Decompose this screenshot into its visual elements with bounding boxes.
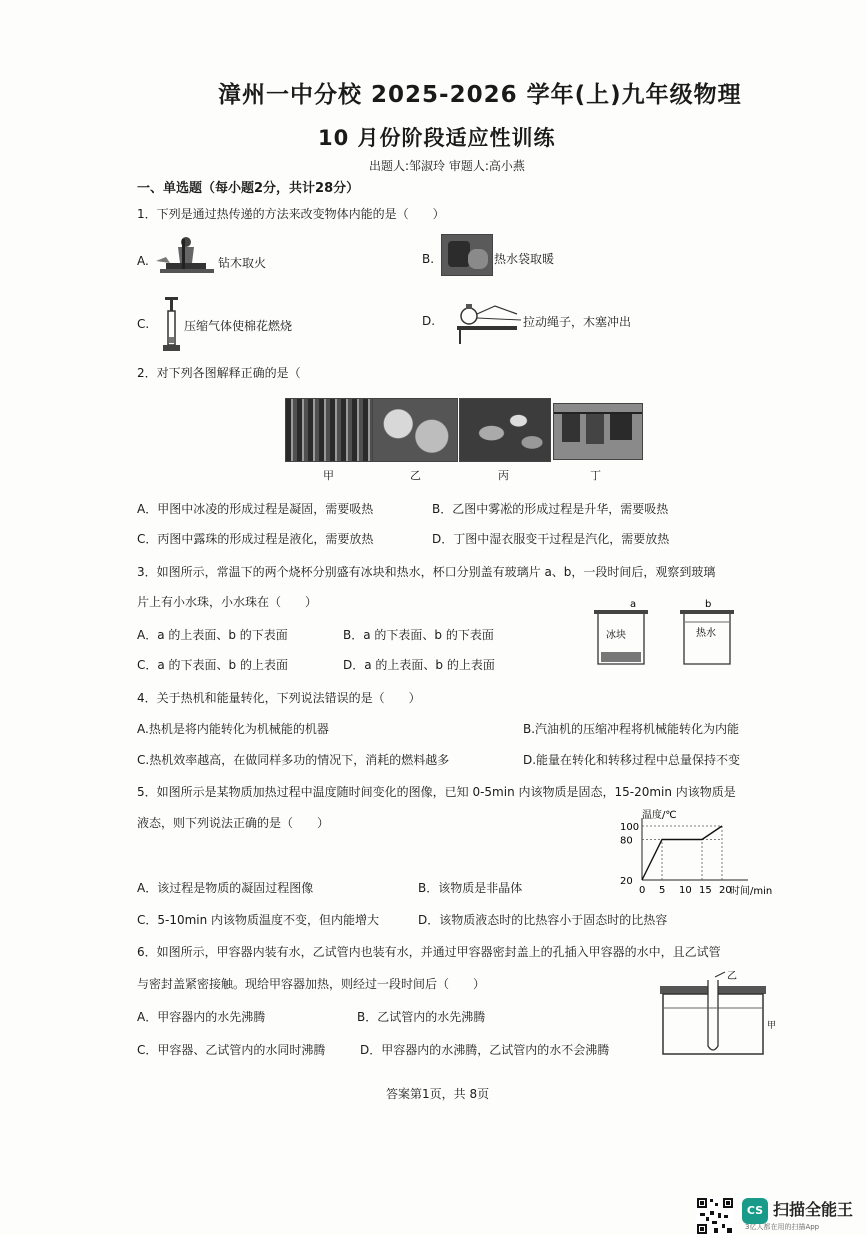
air-compression-apparatus-picture bbox=[160, 297, 184, 355]
exam-subtitle: 10 月份阶段适应性训练 bbox=[318, 126, 556, 150]
q3-option-b: B．a 的下表面、b 的下表面 bbox=[343, 628, 494, 642]
q4-option-a: A.热机是将内能转化为机械能的机器 bbox=[137, 722, 329, 736]
q5-option-d: D．该物质液态时的比热容小于固态时的比热容 bbox=[418, 913, 668, 927]
glass-plate-a bbox=[594, 610, 648, 614]
scanner-app-logo: CS bbox=[742, 1198, 768, 1224]
q6-option-a: A．甲容器内的水先沸腾 bbox=[137, 1010, 266, 1024]
rime-photo bbox=[372, 398, 458, 462]
q1-option-a-text: 钻木取火 bbox=[218, 256, 267, 270]
x-tick-label: 10 bbox=[679, 885, 692, 896]
q1-option-a-letter: A. bbox=[137, 254, 149, 268]
y-tick-label: 80 bbox=[620, 835, 633, 847]
q5-option-b: B．该物质是非晶体 bbox=[418, 881, 523, 895]
scanner-app-name: 扫描全能王 bbox=[773, 1200, 854, 1219]
qr-code-icon bbox=[696, 1197, 734, 1235]
q4-stem: 4．关于热机和能量转化，下列说法错误的是（ ） bbox=[137, 691, 421, 705]
icicles-photo bbox=[285, 398, 373, 462]
figure-label-bing: 丙 bbox=[498, 469, 509, 482]
exam-title: 漳州一中分校 2025-2026 学年(上)九年级物理 bbox=[218, 82, 742, 108]
beakers-figure bbox=[580, 598, 746, 670]
q3-option-d: D．a 的上表面、b 的上表面 bbox=[343, 658, 495, 672]
q3-stem-line2: 片上有小水珠，小水珠在（ ） bbox=[137, 595, 318, 609]
q1-option-c-letter: C. bbox=[137, 317, 150, 331]
q2-option-b: B．乙图中雾凇的形成过程是升华，需要吸热 bbox=[432, 502, 669, 516]
q1-option-c-text: 压缩气体使棉花燃烧 bbox=[184, 319, 293, 333]
q6-stem-line2: 与密封盖紧密接触。现给甲容器加热，则经过一段时间后（ ） bbox=[137, 977, 486, 991]
section-heading: 一、单选题（每小题2分，共计28分） bbox=[137, 181, 360, 196]
ice-label: 冰块 bbox=[606, 630, 626, 641]
scanner-app-tagline: 3亿人都在用的扫描App bbox=[745, 1223, 820, 1231]
q3-option-c: C．a 的下表面、b 的上表面 bbox=[137, 658, 288, 672]
q6-option-b: B．乙试管内的水先沸腾 bbox=[357, 1010, 486, 1024]
page-number: 答案第1页，共 8页 bbox=[386, 1087, 490, 1101]
chart-ylabel: 温度/℃ bbox=[642, 810, 677, 821]
x-tick-label: 5 bbox=[659, 885, 666, 896]
y-tick-label: 20 bbox=[620, 876, 633, 887]
test-tube-yi bbox=[708, 980, 718, 1050]
q2-option-d: D．丁图中湿衣服变干过程是汽化，需要放热 bbox=[432, 532, 670, 546]
drying-clothes-photo bbox=[553, 403, 643, 460]
temperature-time-chart bbox=[612, 806, 822, 898]
q2-stem: 2．对下列各图解释正确的是（ bbox=[137, 366, 301, 380]
chart-xlabel: 时间/min bbox=[730, 886, 773, 897]
exam-authors: 出题人:邹淑玲 审题人:高小燕 bbox=[369, 159, 525, 173]
temperature-line bbox=[642, 826, 722, 880]
test-tube-label: 乙 bbox=[727, 971, 737, 982]
q5-stem-line2: 液态，则下列说法正确的是（ ） bbox=[137, 816, 330, 830]
q4-option-b: B.汽油机的压缩冲程将机械能转化为内能 bbox=[523, 722, 740, 736]
glass-plate-b-label: b bbox=[705, 599, 712, 610]
y-tick-label: 100 bbox=[620, 822, 640, 833]
hot-water-bag-photo bbox=[441, 234, 493, 276]
x-tick-label: 15 bbox=[699, 885, 712, 896]
drilling-wood-picture bbox=[152, 233, 216, 281]
ice-cubes bbox=[601, 652, 641, 662]
glass-plate-b bbox=[680, 610, 734, 614]
q6-option-d: D．甲容器内的水沸腾，乙试管内的水不会沸腾 bbox=[360, 1043, 610, 1057]
q2-option-c: C．丙图中露珠的形成过程是液化，需要放热 bbox=[137, 532, 374, 546]
x-tick-label: 20 bbox=[719, 885, 732, 896]
figure-label-yi: 乙 bbox=[410, 469, 421, 482]
figure-label-jia: 甲 bbox=[323, 469, 334, 482]
dew-photo bbox=[459, 398, 551, 462]
q5-option-c: C．5-10min 内该物质温度不变，但内能增大 bbox=[137, 913, 380, 927]
q6-option-c: C．甲容器、乙试管内的水同时沸腾 bbox=[137, 1043, 326, 1057]
q3-option-a: A．a 的上表面、b 的下表面 bbox=[137, 628, 288, 642]
figure-label-ding: 丁 bbox=[590, 469, 601, 482]
q6-stem-line1: 6．如图所示，甲容器内装有水，乙试管内也装有水，并通过甲容器密封盖上的孔插入甲容器的水中，且乙试管 bbox=[137, 945, 721, 959]
q1-option-b-letter: B. bbox=[422, 252, 435, 266]
q2-option-a: A．甲图中冰凌的形成过程是凝固，需要吸热 bbox=[137, 502, 374, 516]
glass-plate-a-label: a bbox=[630, 599, 637, 610]
x-tick-label: 0 bbox=[639, 885, 646, 896]
container-label: 甲 bbox=[767, 1021, 777, 1031]
container-test-tube-figure bbox=[655, 968, 780, 1058]
q5-option-a: A．该过程是物质的凝固过程图像 bbox=[137, 881, 314, 895]
rope-cork-apparatus-picture bbox=[455, 296, 525, 344]
q4-option-d: D.能量在转化和转移过程中总量保持不变 bbox=[523, 753, 741, 767]
q1-stem: 1．下列是通过热传递的方法来改变物体内能的是（ ） bbox=[137, 207, 445, 221]
q1-option-d-text: 拉动绳子，木塞冲出 bbox=[523, 315, 632, 329]
hot-water-label: 热水 bbox=[696, 628, 716, 639]
q4-option-c: C.热机效率越高，在做同样多功的情况下，消耗的燃料越多 bbox=[137, 753, 450, 767]
q5-stem-line1: 5．如图所示是某物质加热过程中温度随时间变化的图像，已知 0-5min 内该物质是固态，15-20min 内该物质是 bbox=[137, 785, 736, 799]
q1-option-d-letter: D. bbox=[422, 314, 436, 328]
q3-stem-line1: 3．如图所示，常温下的两个烧杯分别盛有冰块和热水，杯口分别盖有玻璃片 a、b，一段时间后，观察到玻璃 bbox=[137, 565, 716, 579]
q1-option-b-text: 热水袋取暖 bbox=[494, 252, 555, 266]
